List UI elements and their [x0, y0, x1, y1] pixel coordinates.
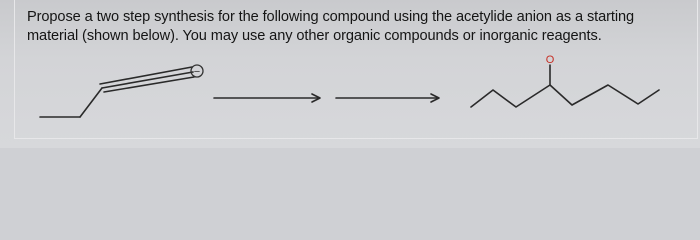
reaction-arrow-2 — [336, 94, 439, 102]
question-line-2: material (shown below). You may use any other organic compounds or inorganic reagents. — [27, 28, 602, 44]
bond-ch2-c — [80, 88, 102, 117]
oxygen-label: O — [545, 54, 555, 66]
product-carbon-chain — [471, 85, 659, 107]
starting-material-acetylide — [40, 65, 203, 117]
negative-charge-symbol: − — [193, 66, 201, 78]
question-line-1: Propose a two step synthesis for the following compound using the acetylide anion as a starting — [27, 9, 635, 25]
product-ketone — [471, 54, 659, 107]
triple-bond-upper — [100, 67, 192, 84]
reaction-arrow-1 — [214, 94, 320, 102]
